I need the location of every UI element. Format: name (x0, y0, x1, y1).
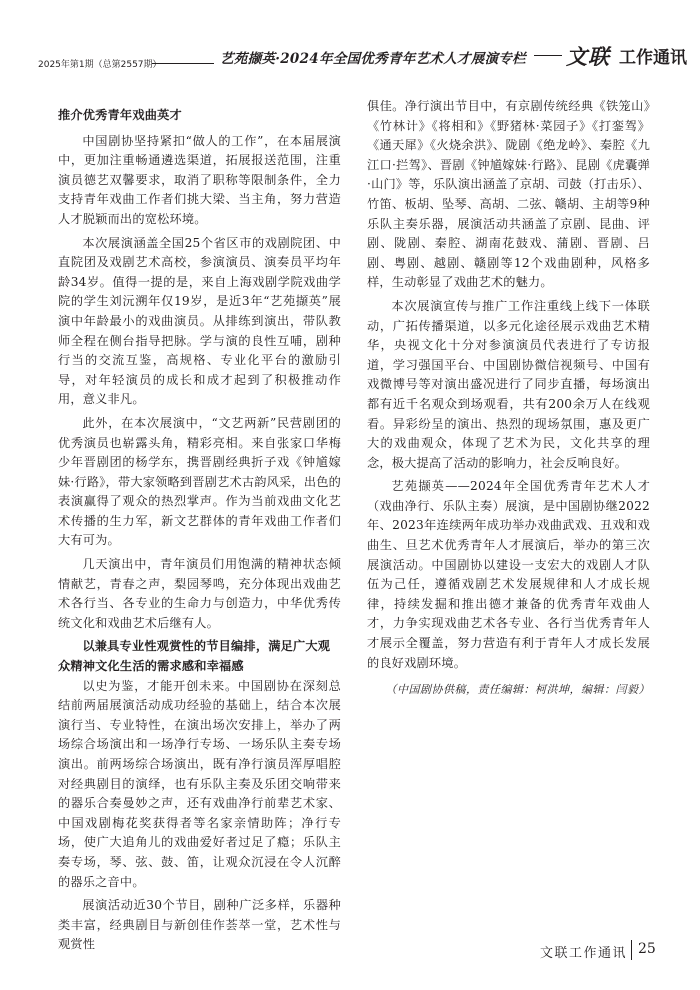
left-column (58, 106, 341, 959)
wenlian-logo: 文联 (566, 44, 610, 69)
paragraph: 艺苑撷英——2024年全国优秀青年艺术人才（戏曲净行、乐队主奏）展演，是中国剧协继2022年、2023年连续两年成功举办戏曲武戏、丑戏和戏曲生、旦艺术优秀青年人才展演后，举办的第三次展演活动。中国剧协以建设一支宏大的戏剧人才队伍为己任，遵循戏剧艺术发展规律和人才成长规律，持续发掘和推出德才兼备的优秀青年戏曲人才，力争实现戏曲艺术各专业、各行当优秀青年人才展示全覆盖，努力营造有利于青年人才成长发展的良好戏剧环境。 (367, 479, 650, 670)
section-heading: 推介优秀青年戏曲英才 (58, 108, 182, 122)
header-rule-right (534, 55, 562, 56)
section-heading: 以兼具专业性观赏性的节目编排，满足广大观众精神文化生活的需求感和幸福感 (58, 639, 331, 674)
paragraph: 以史为鉴，才能开创未来。中国剧协在深刻总结前两届展演活动成功经验的基础上，结合本次展演行当、专业特性，在演出场次安排上，举办了两场综合场演出和一场净行专场、一场乐队主奏专场演出。前两场综合场演出，既有净行演员浑厚唱腔对经典剧目的演绎，也有乐队主奏及乐团交响带来的器乐合奏曼妙之声，还有戏曲净行前辈艺术家、中国戏剧梅花奖获得者等名家亲情助阵；净行专场，使广大追角儿的戏曲爱好者过足了瘾；乐队主奏专场，琴、弦、鼓、笛，让观众沉浸在令人沉醉的器乐之音中。 (58, 678, 341, 889)
publication-name: 文联工作通讯 (540, 946, 628, 961)
header-rule-left (152, 63, 214, 64)
issue-number: 2025年第1期（总第2557期） (38, 60, 162, 70)
paragraph: 俱佳。净行演出节目中，有京剧传统经典《铁笼山》《竹林计》《将相和》《野猪林·菜园子》《打銮驾》《通天犀》《火烧余洪》、陇剧《绝龙岭》、秦腔《九江口·拦驾》、晋剧《钟馗嫁妹·行路》、昆剧《虎囊弹·山门》等，乐队演出涵盖了京胡、司鼓（打击乐）、竹笛、板胡、坠琴、高胡、二弦、赣胡、主胡等9种乐队主奏乐器，展演活动共涵盖了京剧、昆曲、评剧、陇剧、秦腔、湖南花鼓戏、蒲剧、晋剧、吕剧、粤剧、越剧、赣剧等12个戏曲剧种，风格多样，生动彰显了戏曲艺术的魅力。 (367, 99, 650, 290)
page-header (34, 38, 687, 72)
article-credit: （中国剧协供稿，责任编辑：柯洪坤，编辑：闫毅） (385, 683, 650, 697)
paragraph: 此外，在本次展演中，“文艺两新”民营剧团的优秀演员也崭露头角，精彩亮相。来自张家口华梅少年晋剧团的杨学东，携晋剧经典折子戏《钟馗嫁妹·行路》，带大家领略到晋剧艺术古韵风采，出色的表演赢得了观众的热烈掌声。作为当前戏曲文化艺术传播的生力军，新文艺群体的青年戏曲工作者们大有可为。 (58, 415, 341, 548)
paragraph: 本次展演涵盖全国25个省区市的戏剧院团、中直院团及戏剧艺术高校，参演演员、演奏员平均年龄34岁。值得一提的是，来自上海戏剧学院戏曲学院的学生刘沅溯年仅19岁，是近3年“艺苑撷英”展演中年龄最小的戏曲演员。从排练到演出，带队教师全程在侧台指导把脉。学与演的良性互哺，剧种行当的交流互鉴，高规格、专业化平台的激励引导，对年轻演员的成长和成才起到了积极推动作用，意义非凡。 (58, 235, 341, 407)
paragraph: 几天演出中，青年演员们用饱满的精神状态倾情献艺，青春之声，梨园琴鸣，充分体现出戏曲艺术各行当、各专业的生命力与创造力，中华优秀传统文化和戏曲艺术后继有人。 (58, 557, 341, 630)
right-column (367, 97, 650, 699)
section-title: 艺苑撷英·2024年全国优秀青年艺术人才展演专栏 (220, 51, 526, 67)
brand-name: 工作通讯 (619, 48, 687, 68)
page-number: 25 (638, 941, 656, 957)
paragraph: 本次展演宣传与推广工作注重线上线下一体联动，广拓传播渠道，以多元化途径展示戏曲艺术精华，央视文化十分对参演演员代表进行了专访报道，学习强国平台、中国剧协微信视频号、中国有戏微博号等对演出盛况进行了同步直播，每场演出都有近千名观众到场观看，共有200余万人在线观看。异彩纷呈的演出、热烈的现场氛围，惠及更广大的戏曲观众，体现了艺术为民，文化共享的理念，极大提高了活动的影响力，社会反响良好。 (367, 298, 650, 470)
footer-divider (631, 940, 632, 960)
paragraph: 中国剧协坚持紧扣“做人的工作”，在本届展演中，更加注重畅通遴选渠道，拓展报送范围，注重演员德艺双馨要求，取消了职称等限制条件，全力支持青年戏曲工作者们挑大梁、当主角，努力营造人才脱颖而出的宽松环境。 (58, 133, 341, 226)
paragraph: 展演活动近30个节目，剧种广泛多样，乐器种类丰富，经典剧目与新创佳作荟萃一堂，艺术性与观赏性 (58, 898, 341, 952)
